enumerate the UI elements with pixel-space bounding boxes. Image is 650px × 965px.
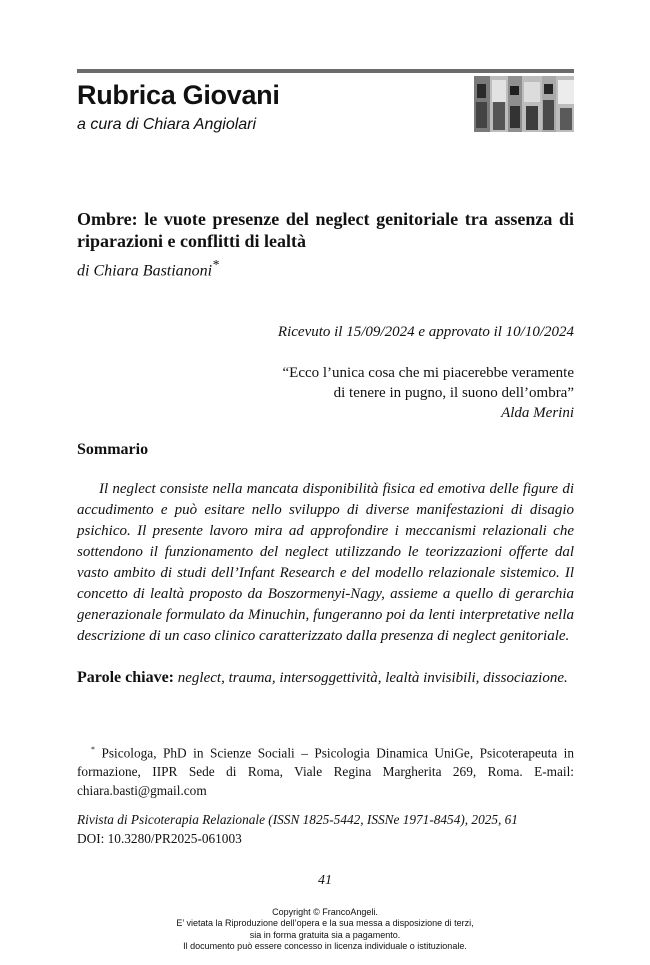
abstract-text: Il neglect consiste nella mancata disponibilità fisica ed emotiva delle figure di accudimento e può esitare nello sviluppo di diverse manifestazioni di disagio psichico. Il presente lavoro mira ad approfondire i meccanismi relazionali che sottendono il funzionamento del neglect utilizzando le teorizzazioni offerte dal vasto ambito di studi dell’Infant Research e del modello relazionale sistemico. Il concetto di lealtà proposto da Boszormenyi-Nagy, assieme a quello di gerarchia generazionale formulato da Minuchin, fungeranno poi da lenti interpretative nella descrizione di un caso clinico caratterizzato dalla presenza di neglect genitoriale.	[77, 481, 574, 644]
epigraph-line-1: “Ecco l’unica cosa che mi piacerebbe veramente	[282, 365, 574, 381]
article-author-name: di Chiara Bastianoni	[77, 262, 213, 280]
author-footnote-mark: *	[212, 257, 219, 272]
rubric-title: Rubrica Giovani	[77, 80, 280, 110]
page-number: 41	[318, 873, 332, 888]
epigraph-line-2: di tenere in pugno, il suono dell’ombra”	[333, 385, 574, 401]
doi: DOI: 10.3280/PR2025-061003	[77, 831, 242, 846]
copyright-line-2: E’ vietata la Riproduzione dell’opera e la sua messa a disposizione di terzi,	[176, 918, 474, 929]
keywords-label: Parole chiave:	[77, 669, 175, 686]
epigraph	[77, 363, 574, 423]
header-rule	[77, 69, 574, 73]
rubric-photo-collage	[474, 76, 574, 132]
copyright-line-1: Copyright © FrancoAngeli.	[272, 907, 378, 917]
journal-reference: Rivista di Psicoterapia Relazionale (ISSN 1825-5442, ISSNe 1971-8454), 2025, 61	[77, 812, 518, 827]
footnote-mark: *	[91, 745, 95, 754]
journal-citation	[77, 810, 574, 848]
copyright-line-4: Il documento può essere concesso in licenza individuale o istituzionale.	[183, 940, 467, 951]
rubric-curator: a cura di Chiara Angiolari	[77, 116, 257, 133]
abstract-heading: Sommario	[77, 441, 149, 458]
epigraph-author: Alda Merini	[501, 405, 574, 421]
keywords-list: neglect, trauma, intersoggettività, lealtà invisibili, dissociazione.	[177, 670, 568, 686]
copyright-notice	[0, 907, 650, 952]
footnote-text: Psicologa, PhD in Scienze Sociali – Psicologia Dinamica UniGe, Psicoterapeuta in formazione, IIPR Sede di Roma, Viale Regina Margherita 269, Roma. E-mail: chiara.basti@gmail.com	[77, 745, 574, 799]
article-title: Ombre: le vuote presenze del neglect genitoriale tra assenza di riparazioni e conflitti di lealtà	[77, 209, 574, 251]
article-author	[77, 257, 219, 280]
copyright-line-3: sia in forma gratuita sia a pagamento.	[249, 929, 401, 940]
author-footnote	[77, 740, 574, 800]
received-approved-dates: Ricevuto il 15/09/2024 e approvato il 10/10/2024	[277, 324, 574, 340]
keywords	[77, 667, 574, 689]
